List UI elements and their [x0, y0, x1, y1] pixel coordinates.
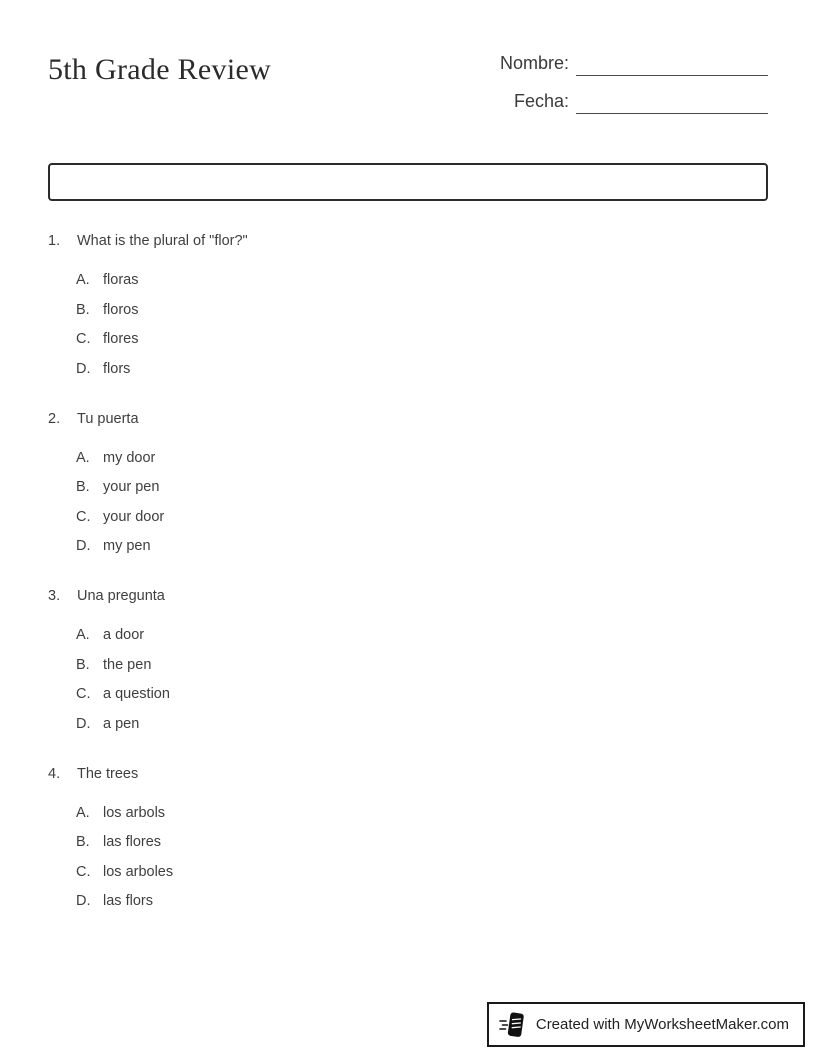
date-field-row	[514, 90, 768, 114]
option-text: las flores	[103, 834, 162, 850]
answer-option-a	[76, 448, 768, 468]
option-text: floros	[103, 301, 139, 318]
option-letter: C.	[76, 686, 91, 702]
name-blank-line	[576, 53, 768, 76]
option-letter: A.	[76, 804, 90, 821]
option-text: my door	[103, 449, 156, 466]
option-text: flores	[103, 331, 139, 347]
name-label: Nombre:	[499, 53, 569, 73]
question-text-row	[48, 409, 768, 429]
option-letter: D.	[76, 715, 91, 732]
answer-option-d	[76, 359, 768, 379]
option-text: los arboles	[103, 863, 174, 880]
question-text: Una pregunta	[77, 588, 165, 604]
answer-options	[76, 803, 768, 912]
answer-option-c	[76, 329, 768, 349]
date-blank-line	[576, 91, 768, 114]
option-text: a question	[103, 686, 170, 702]
page-title: 5th Grade Review	[48, 53, 272, 86]
worksheet-header	[48, 48, 768, 114]
question-text: Tu puerta	[77, 410, 139, 427]
name-date-fields	[500, 52, 768, 114]
option-letter: D.	[76, 360, 91, 377]
option-text: flors	[103, 360, 131, 377]
question-text: What is the plural of "flor?"	[77, 233, 248, 249]
option-text: my pen	[103, 538, 151, 554]
instructions-box	[48, 163, 768, 201]
question-text: The trees	[77, 765, 139, 782]
question-3	[48, 586, 768, 734]
option-text: the pen	[103, 656, 152, 673]
option-letter: D.	[76, 893, 91, 909]
name-field-row	[500, 52, 768, 76]
answer-option-b	[76, 477, 768, 497]
question-number: 4.	[48, 765, 61, 782]
option-letter: A.	[76, 627, 90, 643]
option-letter: B.	[76, 479, 90, 495]
option-letter: B.	[76, 656, 90, 673]
question-text-row	[48, 586, 768, 606]
option-text: a pen	[103, 715, 140, 732]
option-text: your pen	[103, 479, 160, 495]
answer-option-c	[76, 507, 768, 527]
answer-option-b	[76, 832, 768, 852]
answer-option-a	[76, 803, 768, 823]
flying-worksheet-icon	[499, 1010, 527, 1040]
answer-options	[76, 625, 768, 734]
answer-option-c	[76, 862, 768, 882]
option-letter: B.	[76, 834, 90, 850]
option-letter: C.	[76, 508, 91, 525]
option-letter: D.	[76, 538, 91, 554]
option-text: floras	[103, 272, 139, 288]
question-4	[48, 764, 768, 912]
option-text: a door	[103, 627, 145, 643]
footer-credit-box	[487, 1002, 805, 1047]
answer-option-b	[76, 300, 768, 320]
option-letter: C.	[76, 331, 91, 347]
answer-option-b	[76, 655, 768, 675]
option-text: los arbols	[103, 804, 166, 821]
answer-options	[76, 448, 768, 557]
date-label: Fecha:	[513, 91, 569, 111]
question-number: 2.	[48, 410, 61, 427]
option-letter: B.	[76, 301, 90, 318]
question-text-row	[48, 764, 768, 784]
question-number: 3.	[48, 588, 61, 604]
question-text-row	[48, 231, 768, 251]
question-list	[48, 231, 768, 911]
option-text: your door	[103, 508, 165, 525]
question-2	[48, 409, 768, 557]
answer-option-d	[76, 714, 768, 734]
footer-credit-text: Created with MyWorksheetMaker.com	[535, 1016, 789, 1033]
answer-options	[76, 270, 768, 379]
answer-option-a	[76, 625, 768, 645]
option-text: las flors	[103, 893, 153, 909]
answer-option-c	[76, 684, 768, 704]
option-letter: C.	[76, 863, 91, 880]
question-1	[48, 231, 768, 379]
answer-option-d	[76, 891, 768, 911]
question-number: 1.	[48, 233, 61, 249]
option-letter: A.	[76, 449, 90, 466]
option-letter: A.	[76, 272, 90, 288]
answer-option-d	[76, 536, 768, 556]
answer-option-a	[76, 270, 768, 290]
